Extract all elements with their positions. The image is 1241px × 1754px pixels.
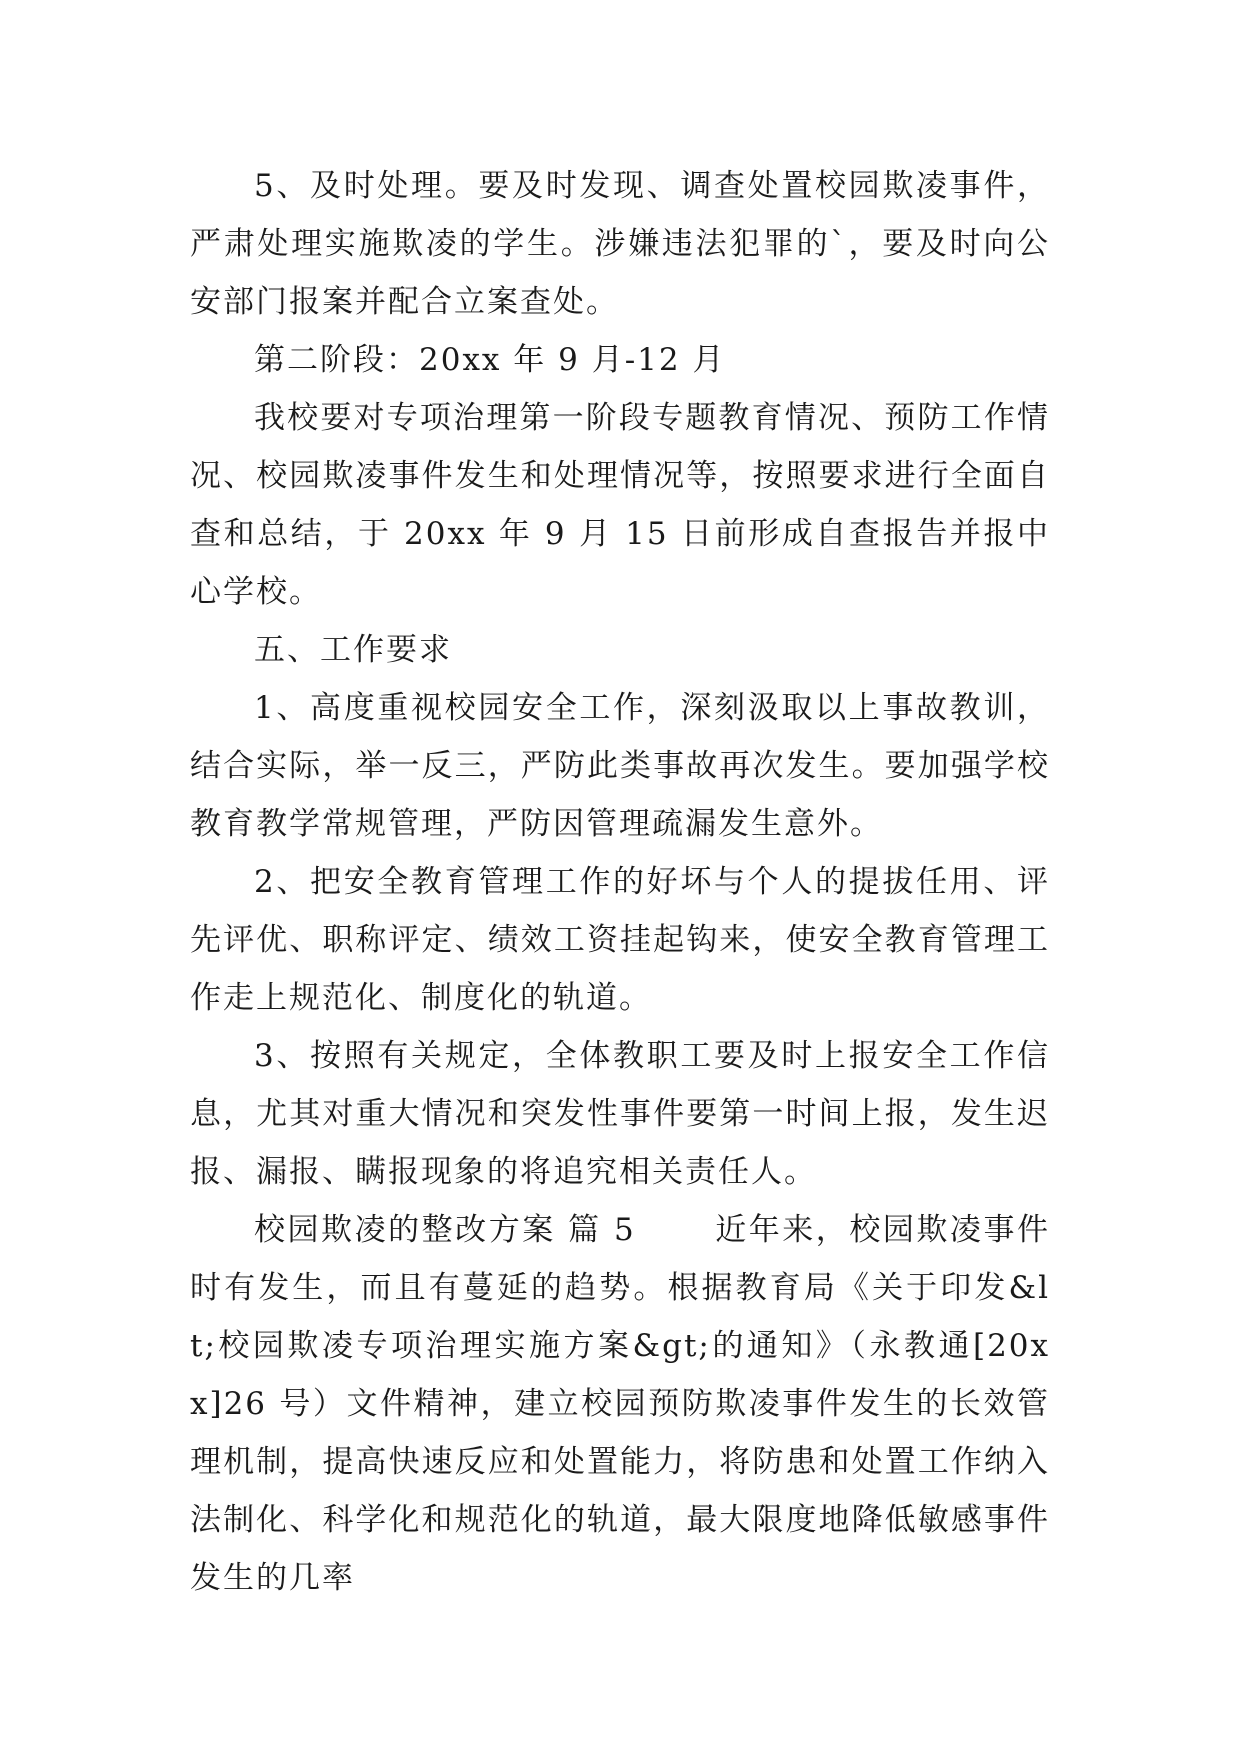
- paragraph-self-check: 我校要对专项治理第一阶段专题教育情况、预防工作情况、校园欺凌事件发生和处理情况等，按照要求进行全面自查和总结，于 20xx 年 9 月 15 日前形成自查报告并报中心学校。: [190, 400, 1050, 610]
- paragraph-phase-two-heading: 第二阶段：20xx 年 9 月-12 月: [254, 342, 726, 378]
- paragraph-requirement-3: 3、按照有关规定，全体教职工要及时上报安全工作信息，尤其对重大情况和突发性事件要第一时间上报，发生迟报、漏报、瞒报现象的将追究相关责任人。: [190, 1038, 1050, 1190]
- paragraph-requirement-2: 2、把安全教育管理工作的好坏与个人的提拔任用、评先评优、职称评定、绩效工资挂起钩来，使安全教育管理工作走上规范化、制度化的轨道。: [190, 864, 1050, 1016]
- document-body: [190, 157, 1050, 1607]
- paragraph-requirement-1: 1、高度重视校园安全工作，深刻汲取以上事故教训，结合实际，举一反三，严防此类事故再次发生。要加强学校教育教学常规管理，严防因管理疏漏发生意外。: [190, 690, 1050, 842]
- paragraph-plan-5-intro: 校园欺凌的整改方案 篇 5 近年来，校园欺凌事件时有发生，而且有蔓延的趋势。根据教育局《关于印发&lt;校园欺凌专项治理实施方案&gt;的通知》（永教通[20xx]26 号）文件精神，建立校园预防欺凌事件发生的长效管理机制，提高快速反应和处置能力，将防患和处置工作纳入法制化、科学化和规范化的轨道，最大限度地降低敏感事件发生的几率: [190, 1212, 1050, 1596]
- section-heading-work-requirements: 五、工作要求: [254, 632, 452, 668]
- paragraph-handling: 5、及时处理。要及时发现、调查处置校园欺凌事件，严肃处理实施欺凌的学生。涉嫌违法犯罪的`，要及时向公安部门报案并配合立案查处。: [190, 168, 1050, 320]
